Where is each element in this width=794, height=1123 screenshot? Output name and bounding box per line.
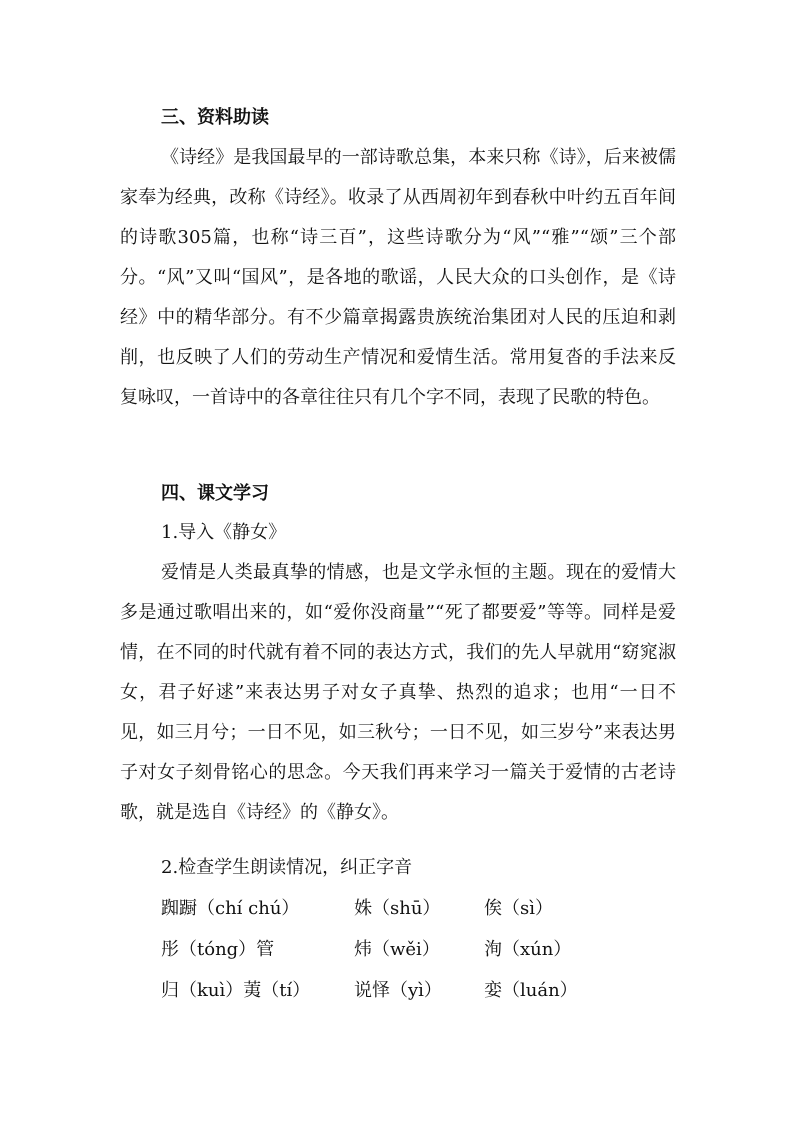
- section-3-heading: 三、资料助读: [161, 107, 269, 128]
- pronunciation-row: [161, 938, 681, 964]
- section-3-paragraph: 《诗经》是我国最早的一部诗歌总集，本来只称《诗》，后来被儒家奉为经典，改称《诗经》。收录了从西周初年到春秋中叶约五百年间的诗歌305篇，也称“诗三百”，这些诗歌分为“风”“雅”“颂”三个部分。“风”又叫“国风”，是各地的歌谣，人民大众的口头创作，是《诗经》中的精华部分。有不少篇章揭露贵族统治集团对人民的压迫和剥削，也反映了人们的劳动生产情况和爱情生活。常用复沓的手法来反复咏叹，一首诗中的各章往往只有几个字不同，表现了民歌的特色。: [120, 147, 676, 408]
- pronunciation-item: 姝（shū）: [354, 898, 441, 919]
- pronunciation-item: 洵（xún）: [484, 939, 572, 960]
- pronunciation-item: 俟（sì）: [484, 898, 553, 919]
- pronunciation-item: 踟蹰（chí chú）: [161, 898, 300, 919]
- pronunciation-row: [161, 979, 681, 1005]
- pronunciation-item: 娈（luán）: [484, 980, 578, 1001]
- section-4-paragraph: 爱情是人类最真挚的情感，也是文学永恒的主题。现在的爱情大多是通过歌唱出来的，如“爱你没商量”“死了都要爱”等等。同样是爱情，在不同的时代就有着不同的表达方式，我们的先人早就用“窈窕淑女，君子好逑”来表达男子对女子真挚、热烈的追求；也用“一日不见，如三月兮；一日不见，如三秋兮；一日不见，如三岁兮”来表达男子对女子刻骨铭心的思念。今天我们再来学习一篇关于爱情的古老诗歌，就是选自《诗经》的《静女》。: [120, 562, 676, 823]
- pronunciation-item: 归（kuì）荑（tí）: [161, 980, 311, 1001]
- pronunciation-item: 炜（wěi）: [354, 939, 440, 960]
- section-4-heading: 四、课文学习: [161, 483, 269, 504]
- section-4-subheading-1: 1.导入《静女》: [161, 522, 287, 543]
- pronunciation-row: [161, 897, 681, 923]
- pronunciation-item: 彤（tóng）管: [161, 939, 275, 960]
- pronunciation-item: 说怿（yì）: [354, 980, 442, 1001]
- section-4-subheading-2: 2.检查学生朗读情况，纠正字音: [161, 857, 413, 878]
